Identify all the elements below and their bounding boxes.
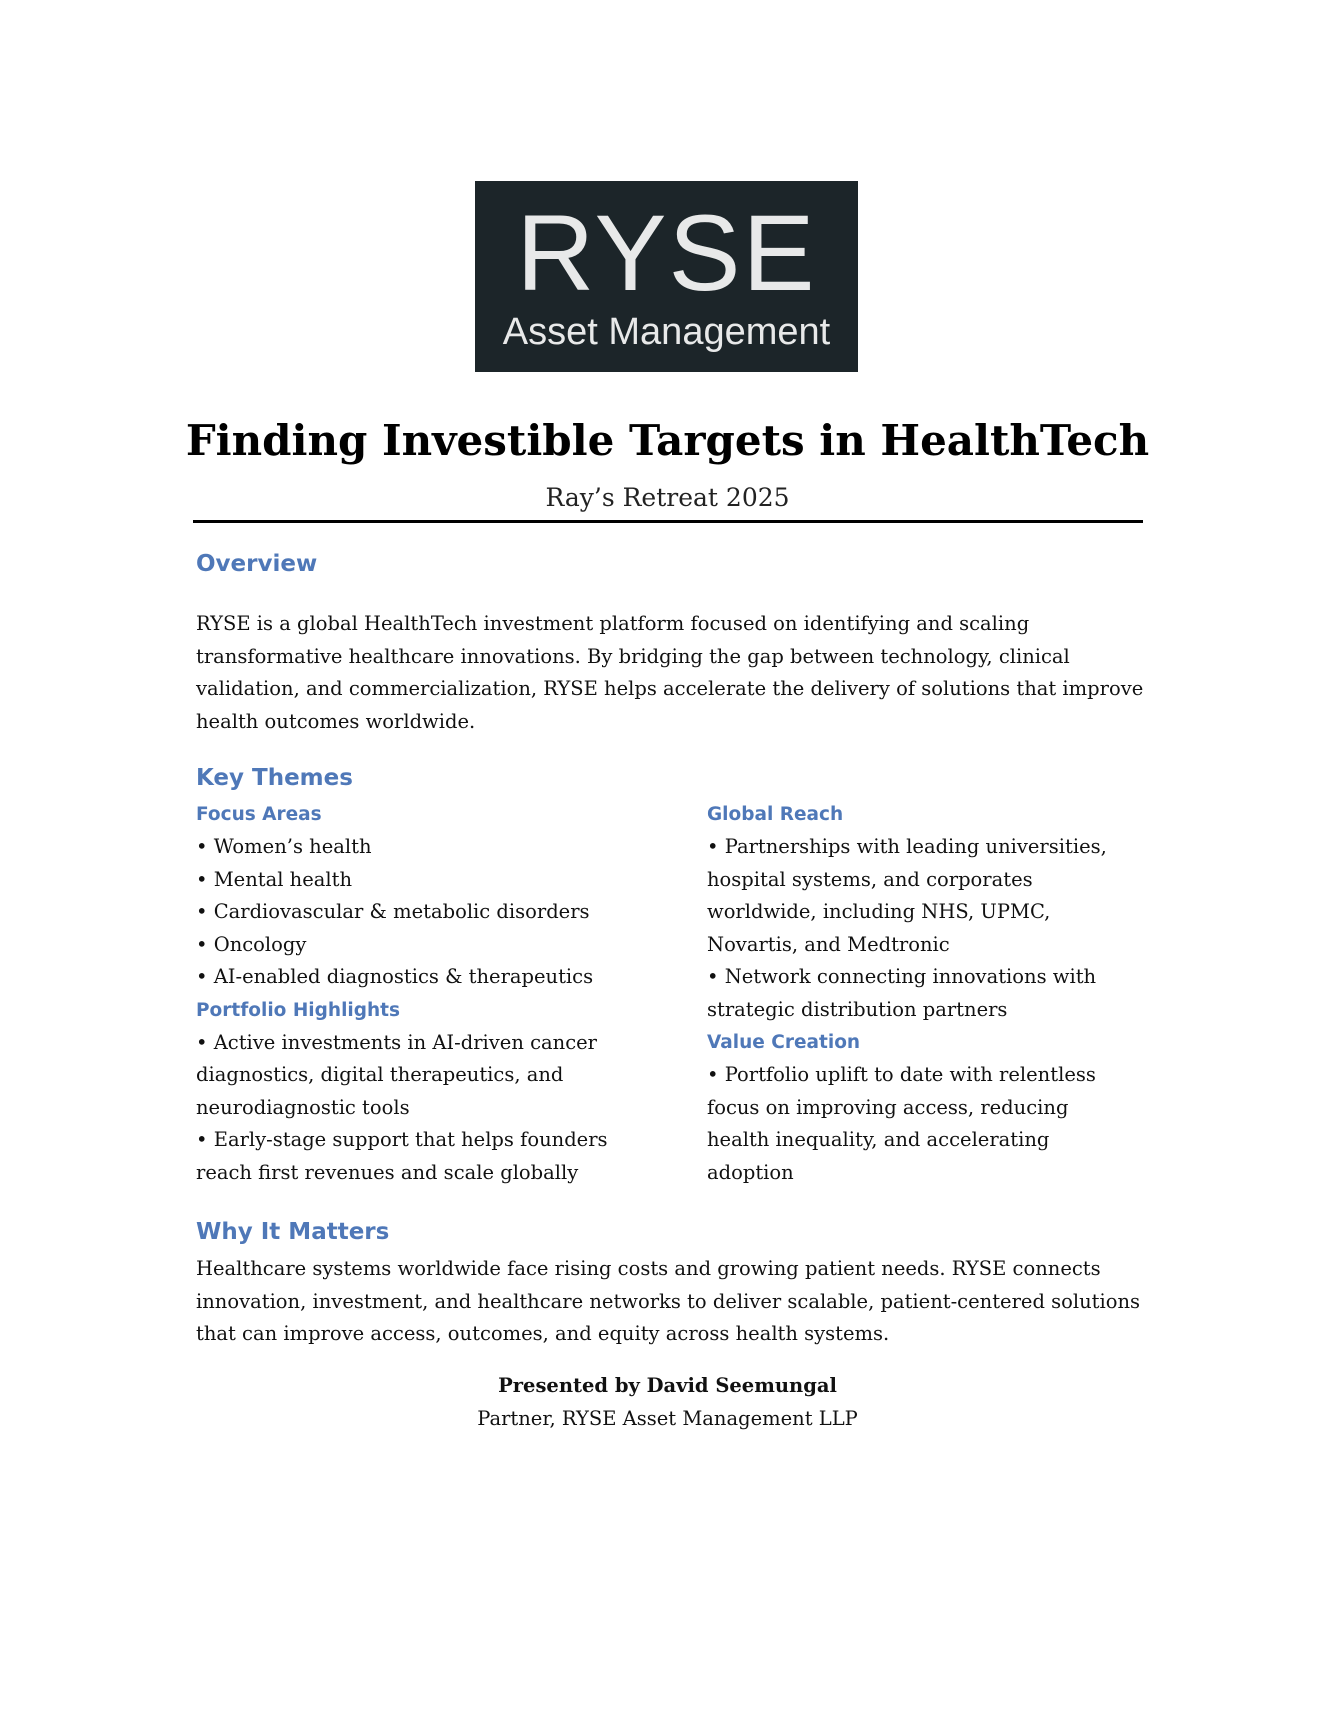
list-item: • AI-enabled diagnostics & therapeutics — [196, 961, 636, 994]
focus-areas-list — [196, 831, 636, 994]
presenter-name: Presented by David Seemungal — [498, 1374, 837, 1397]
list-item: • Network connecting innovations with strategic distribution partners — [707, 961, 1127, 1026]
list-item: • Women’s health — [196, 831, 636, 864]
value-creation-heading: Value Creation — [707, 1032, 861, 1053]
logo-wordmark: RYSE — [516, 192, 817, 313]
company-logo — [475, 181, 858, 372]
presenter-role: Partner, RYSE Asset Management LLP — [477, 1407, 858, 1430]
focus-areas-heading: Focus Areas — [196, 804, 322, 825]
overview-heading: Overview — [196, 551, 318, 577]
why-it-matters-heading: Why It Matters — [196, 1219, 390, 1245]
list-item: • Cardiovascular & metabolic disorders — [196, 896, 636, 929]
global-reach-heading: Global Reach — [707, 804, 844, 825]
key-themes-right-column — [707, 798, 1127, 1189]
list-item: • Active investments in AI-driven cancer diagnostics, digital therapeutics, and neurodiagnostic tools — [196, 1027, 636, 1125]
portfolio-highlights-list — [196, 1027, 636, 1190]
key-themes-heading: Key Themes — [196, 765, 353, 791]
key-themes-left-column — [196, 798, 636, 1189]
document-subtitle: Ray’s Retreat 2025 — [545, 483, 790, 512]
why-it-matters-body: Healthcare systems worldwide face rising costs and growing patient needs. RYSE connects innovation, investment, and healthcare networks to deliver scalable, patient-centered solutions that can improve access, outcomes, and equity across health systems. — [196, 1257, 1141, 1345]
portfolio-highlights-heading: Portfolio Highlights — [196, 999, 401, 1021]
value-creation-list — [707, 1059, 1127, 1189]
document-title: Finding Investible Targets in HealthTech — [185, 416, 1150, 465]
list-item: • Mental health — [196, 864, 636, 897]
list-item: • Early-stage support that helps founders reach first revenues and scale globally — [196, 1124, 636, 1189]
list-item: • Oncology — [196, 929, 636, 962]
list-item: • Portfolio uplift to date with relentless focus on improving access, reducing health inequality, and accelerating adoption — [707, 1059, 1127, 1189]
title-divider — [193, 520, 1143, 523]
logo-tagline: Asset Management — [502, 311, 831, 353]
list-item: • Partnerships with leading universities, hospital systems, and corporates worldwide, including NHS, UPMC, Novartis, and Medtronic — [707, 831, 1127, 961]
overview-body: RYSE is a global HealthTech investment platform focused on identifying and scaling transformative healthcare innovations. By bridging the gap between technology, clinical validation, and commercialization, RYSE helps accelerate the delivery of solutions that improve health outcomes worldwide. — [196, 612, 1144, 733]
global-reach-list — [707, 831, 1127, 1026]
